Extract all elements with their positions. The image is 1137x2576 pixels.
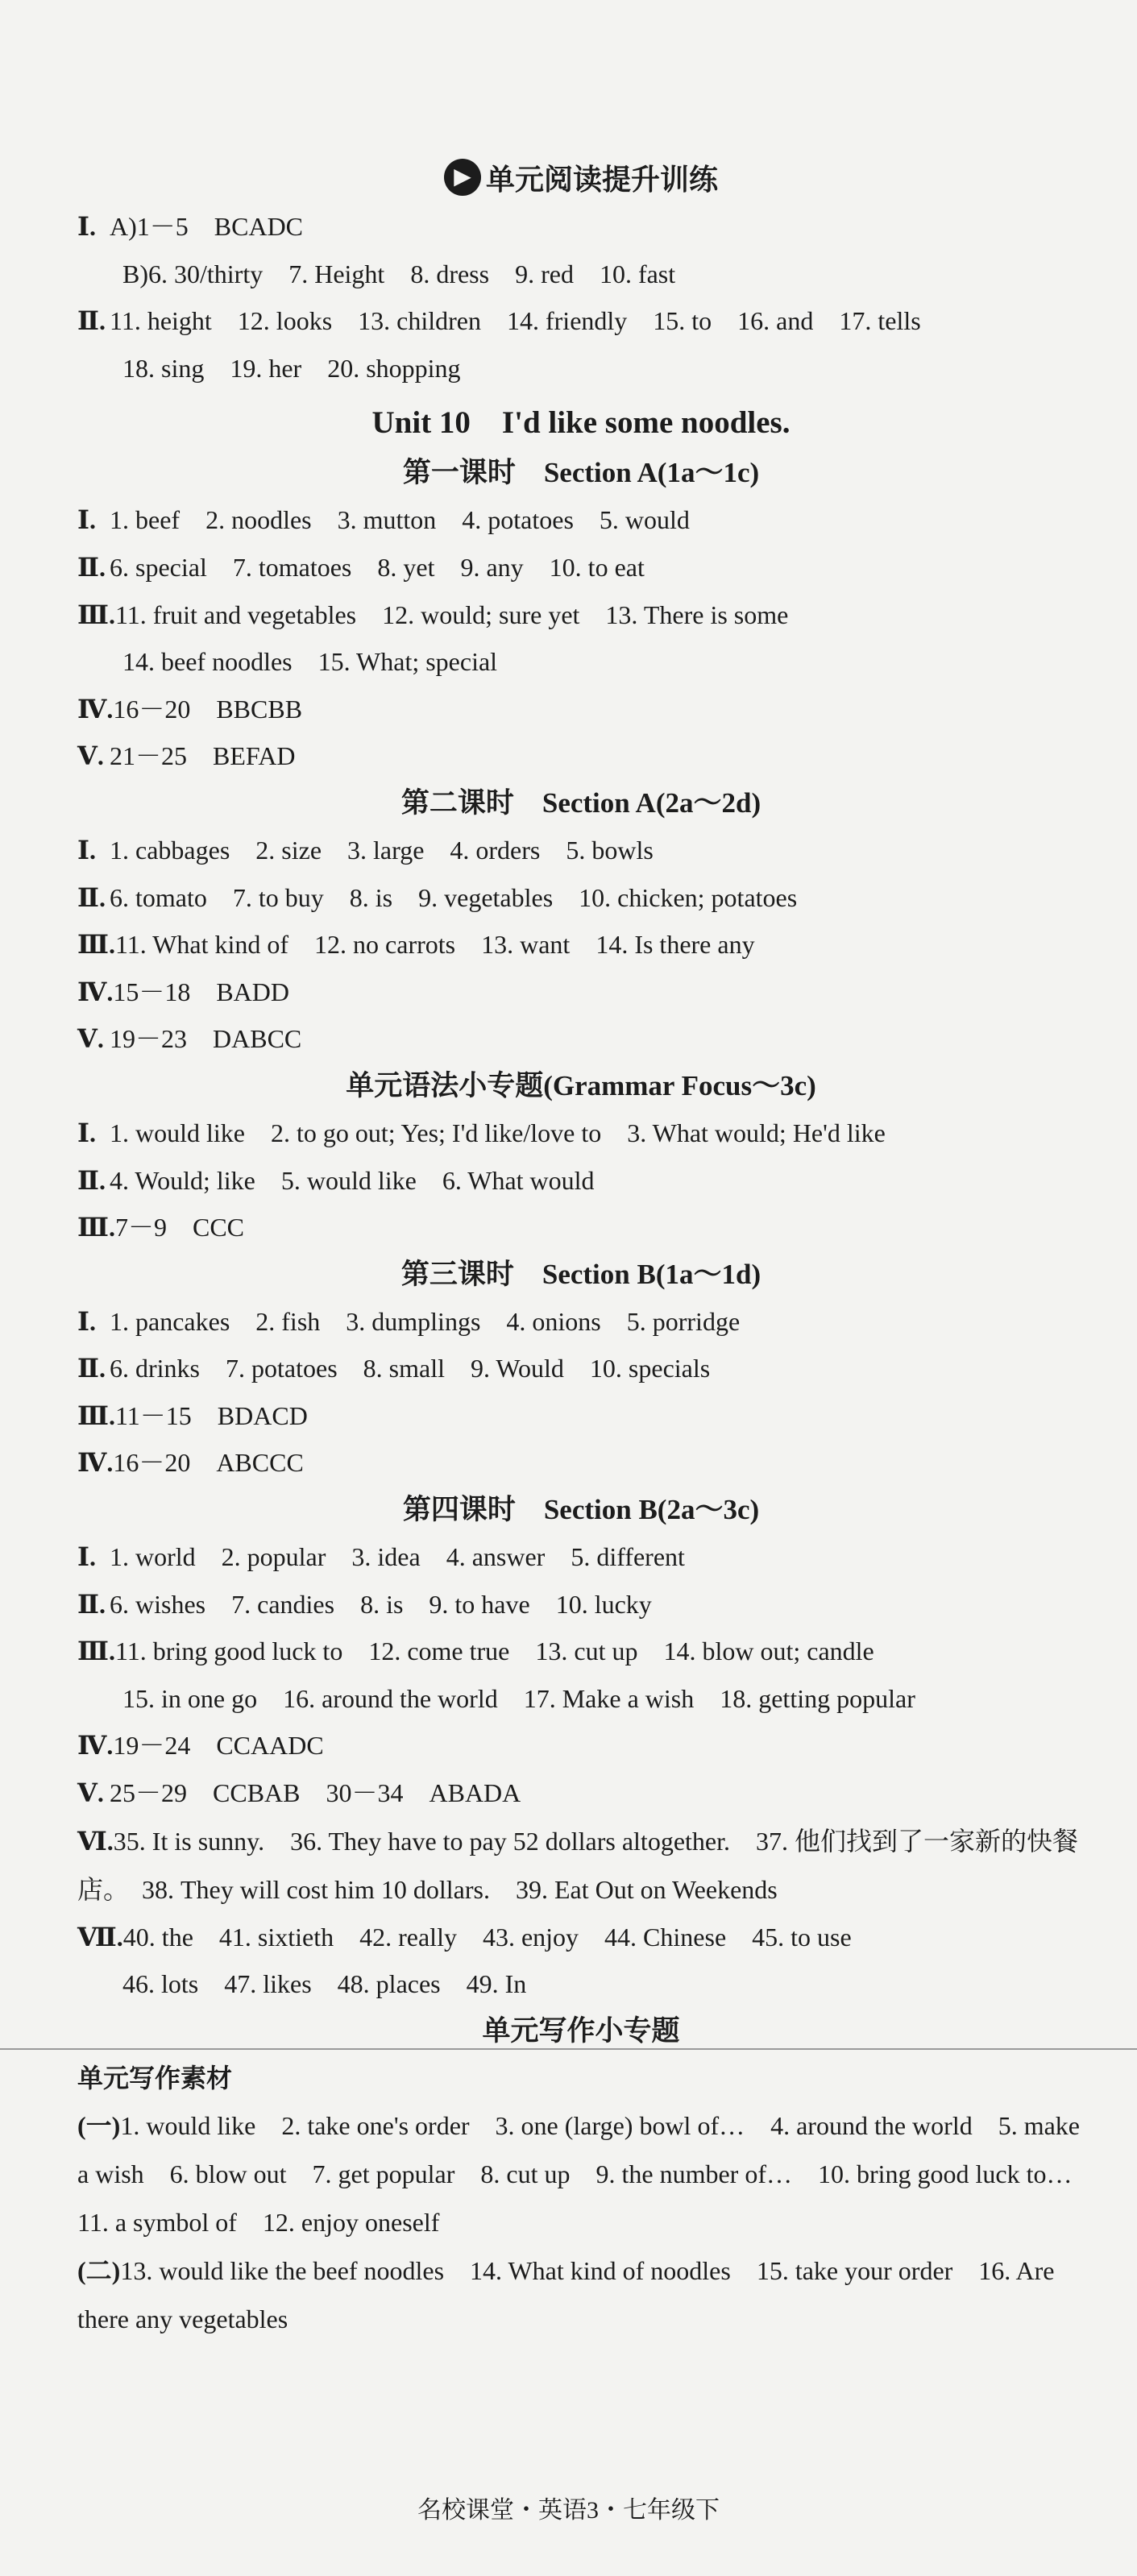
answer-text: 6. tomato 7. to buy 8. is 9. vegetables 10. chicken; potatoes — [110, 882, 798, 912]
item-text: 13. would like the beef noodles 14. What kind of noodles 15. take your order 16. Are there any vegetables — [77, 2255, 1055, 2333]
answer-text: 18. sing 19. her 20. shopping — [122, 353, 461, 383]
roman-numeral: Ⅰ. — [77, 1542, 96, 1572]
roman-numeral: Ⅵ. — [77, 1826, 114, 1856]
page-divider — [0, 2048, 1137, 2050]
roman-numeral: Ⅱ. — [77, 1354, 106, 1383]
answer-line — [77, 1914, 1085, 1961]
answer-text: 6. wishes 7. candies 8. is 9. to have 10. lucky — [110, 1589, 652, 1619]
answer-line — [77, 1110, 1085, 1157]
answer-text: 14. beef noodles 15. What; special — [122, 647, 498, 677]
lesson-title: 第四课时 Section B(2a～3c) — [402, 1494, 760, 1526]
roman-numeral: Ⅴ. — [77, 741, 104, 771]
lesson-section — [77, 780, 1085, 1063]
roman-numeral: Ⅲ. — [77, 1636, 115, 1666]
roman-numeral: Ⅳ. — [77, 977, 114, 1006]
page-footer: 名校课堂・英语3・七年级下 — [417, 2497, 720, 2524]
answer-text: A)1－5 BCADC — [110, 212, 304, 241]
item-label: (二) — [77, 2255, 121, 2285]
roman-numeral: Ⅲ. — [77, 1400, 115, 1430]
answer-line — [77, 1581, 1085, 1628]
item-text: 1. would like 2. take one's order 3. one (large) bowl of… 4. around the world 5. make a wish 6. blow out 7. get popular 8. cut up 9. the number of… 10. bring good luck to… 11. a symbol of 12. enjoy oneself — [77, 2110, 1098, 2237]
answer-line — [77, 1628, 1085, 1675]
answer-text: 11. What kind of 12. no carrots 13. want 14. Is there any — [114, 930, 755, 960]
lesson-list — [77, 450, 1085, 2007]
answer-text: 1. would like 2. to go out; Yes; I'd like/love to 3. What would; He'd like — [110, 1118, 886, 1147]
answer-text: 15. in one go 16. around the world 17. Make a wish 18. getting popular — [122, 1683, 915, 1713]
answer-line — [77, 874, 1085, 922]
item-label: (一) — [77, 2110, 121, 2140]
lesson-title: 单元语法小专题(Grammar Focus～3c) — [346, 1069, 816, 1101]
roman-numeral: Ⅲ. — [77, 930, 115, 960]
roman-numeral: Ⅲ. — [77, 1213, 115, 1242]
roman-numeral: Ⅰ. — [77, 212, 96, 241]
roman-numeral: Ⅰ. — [77, 1306, 96, 1336]
answer-text: 4. Would; like 5. would like 6. What would — [110, 1165, 595, 1195]
answer-line — [77, 203, 1085, 251]
answer-text: 46. lots 47. likes 48. places 49. In — [122, 1969, 527, 1999]
answer-line — [77, 921, 1085, 969]
roman-numeral: Ⅱ. — [77, 1589, 106, 1619]
roman-numeral: Ⅱ. — [77, 306, 106, 336]
lesson-title: 第二课时 Section A(2a～2d) — [400, 786, 761, 819]
answer-line — [77, 1533, 1085, 1581]
answer-line — [77, 1960, 1085, 2008]
roman-numeral: Ⅶ. — [77, 1922, 123, 1952]
reading-section-heading — [77, 153, 1085, 201]
answer-text: 19－23 DABCC — [110, 1024, 302, 1054]
answer-line — [77, 1157, 1085, 1205]
reading-answers — [77, 203, 1085, 392]
answer-text: 1. cabbages 2. size 3. large 4. orders 5. bowls — [110, 835, 654, 865]
writing-items — [77, 2101, 1098, 2343]
lesson-title: 第一课时 Section A(1a～1c) — [402, 457, 760, 489]
lesson-title: 第三课时 Section B(1a～1d) — [400, 1258, 761, 1290]
roman-numeral: Ⅰ. — [77, 835, 96, 865]
answer-text: 25－29 CCBAB 30－34 ABADA — [110, 1778, 521, 1808]
roman-numeral: Ⅰ. — [77, 1118, 96, 1147]
lesson-section — [77, 450, 1085, 780]
answer-line — [77, 1298, 1085, 1346]
answer-text: 6. special 7. tomatoes 8. yet 9. any 10. to eat — [110, 552, 645, 582]
lesson-section — [77, 1487, 1085, 2008]
answer-line — [77, 686, 1085, 733]
answer-line — [77, 345, 1085, 392]
answer-line — [77, 1722, 1085, 1769]
roman-numeral: Ⅳ. — [77, 1448, 114, 1478]
answer-line — [77, 827, 1085, 874]
answer-text: 15－18 BADD — [113, 977, 289, 1006]
answer-line — [77, 1345, 1085, 1392]
lesson-section — [77, 1251, 1085, 1487]
answer-text: 6. drinks 7. potatoes 8. small 9. Would 10. specials — [110, 1354, 711, 1383]
answer-line — [77, 1817, 1085, 1914]
answer-line — [77, 1439, 1085, 1487]
roman-numeral: Ⅱ. — [77, 1165, 106, 1195]
answer-text: 1. beef 2. noodles 3. mutton 4. potatoes 5. would — [110, 505, 690, 535]
answer-text: 19－24 CCAADC — [113, 1731, 324, 1761]
answer-text: 21－25 BEFAD — [110, 741, 296, 771]
answer-line — [77, 1675, 1085, 1723]
answer-line — [77, 638, 1085, 686]
answer-line — [77, 1769, 1085, 1817]
reading-section-title: 单元阅读提升训练 — [485, 163, 718, 196]
roman-numeral: Ⅱ. — [77, 882, 106, 912]
answer-text: 11. fruit and vegetables 12. would; sure yet 13. There is some — [114, 599, 789, 629]
roman-numeral: Ⅴ. — [77, 1024, 104, 1054]
roman-numeral: Ⅱ. — [77, 552, 106, 582]
writing-subtitle: 单元写作素材 — [77, 2063, 233, 2093]
answer-line — [77, 1015, 1085, 1063]
answer-text: B)6. 30/thirty 7. Height 8. dress 9. red 10. fast — [122, 259, 676, 288]
answer-text: 7－9 CCC — [114, 1213, 245, 1242]
roman-numeral: Ⅲ. — [77, 599, 115, 629]
answer-line — [77, 1204, 1085, 1251]
answer-text: 35. It is sunny. 36. They have to pay 52 dollars altogether. 37. 他们找到了一家新的快餐店。 38. They will cost him 10 dollars. 39. Eat Out on Weekends — [77, 1826, 1079, 1904]
roman-numeral: Ⅴ. — [77, 1778, 104, 1808]
answer-line — [77, 251, 1085, 298]
writing-item — [77, 2101, 1098, 2246]
answer-text: 40. the 41. sixtieth 42. really 43. enjoy 44. Chinese 45. to use — [122, 1922, 852, 1952]
answer-line — [77, 969, 1085, 1016]
answer-line — [77, 496, 1085, 544]
answer-line — [77, 544, 1085, 591]
answer-text: 16－20 ABCCC — [113, 1448, 304, 1478]
writing-section — [77, 2008, 1098, 2343]
answer-text: 16－20 BBCBB — [113, 694, 303, 724]
writing-item — [77, 2246, 1085, 2343]
writing-title: 单元写作小专题 — [482, 2014, 680, 2047]
lesson-section — [77, 1063, 1085, 1251]
roman-numeral: Ⅰ. — [77, 505, 96, 535]
roman-numeral: Ⅳ. — [77, 694, 114, 724]
answer-text: 1. world 2. popular 3. idea 4. answer 5. different — [110, 1542, 685, 1572]
answer-text: 1. pancakes 2. fish 3. dumplings 4. onions 5. porridge — [110, 1306, 741, 1336]
answer-line — [77, 1392, 1085, 1440]
roman-numeral: Ⅳ. — [77, 1731, 114, 1761]
answer-line — [77, 732, 1085, 780]
answer-line — [77, 297, 1085, 345]
answer-content — [77, 153, 1098, 2343]
answer-text: 11. height 12. looks 13. children 14. friendly 15. to 16. and 17. tells — [110, 306, 921, 336]
answer-text: 11－15 BDACD — [114, 1400, 308, 1430]
unit-title: Unit 10 I'd like some noodles. — [371, 405, 791, 441]
answer-line — [77, 591, 1085, 639]
answer-text: 11. bring good luck to 12. come true 13. cut up 14. blow out; candle — [114, 1636, 874, 1666]
play-arrow-icon: ▶ — [444, 159, 481, 196]
